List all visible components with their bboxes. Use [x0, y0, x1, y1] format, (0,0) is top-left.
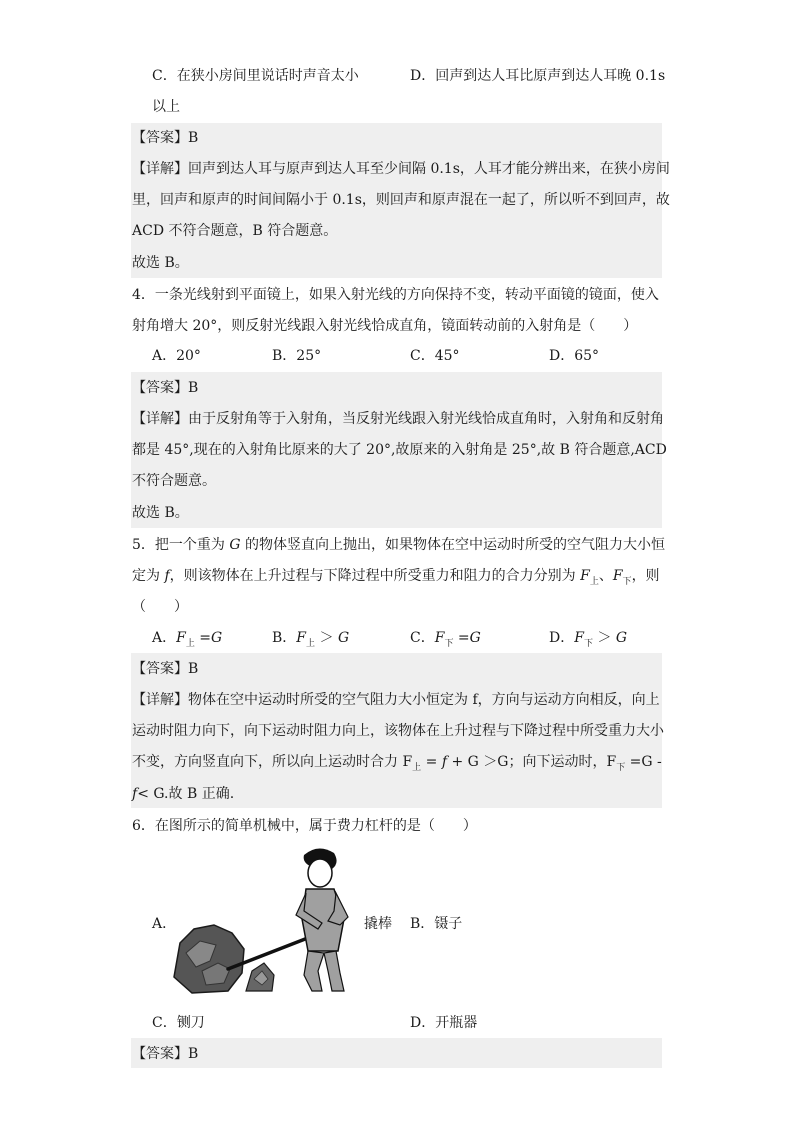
q5-stem [132, 566, 660, 588]
q6-option-a-caption: 撬棒 [364, 916, 392, 932]
q3-option-d-continued: 以上 [152, 99, 180, 115]
stem-text: 5．把一个重为 [132, 537, 230, 553]
symbol-f: f [132, 786, 138, 802]
detail-text: < G.故 B 正确. [137, 786, 235, 802]
person-leg [304, 951, 324, 991]
symbol-g: G [469, 630, 481, 646]
separator: 、 [598, 568, 613, 584]
symbol-g: G [615, 630, 628, 646]
q5-detail-line [132, 784, 234, 804]
stem-text: 定为 [132, 568, 165, 584]
q4-answer: 【答案】B [132, 380, 199, 396]
option-label: A． [152, 630, 177, 646]
q6-option-a-label: A． [152, 916, 177, 932]
detail-text: 不变，方向竖直向下，所以向上运动时合力 F [132, 754, 413, 770]
detail-text: = [421, 754, 442, 770]
q5-option-b [272, 628, 349, 650]
q4-option-b: B．25° [272, 348, 322, 364]
option-label: C． [410, 630, 435, 646]
symbol-f-up: F [580, 568, 590, 584]
detail-text: + G ＞G；向下运动时，F [447, 754, 617, 770]
subscript-up: 上 [412, 763, 422, 773]
option-label: D． [549, 630, 575, 646]
operator: = [453, 630, 470, 646]
subscript-up: 上 [589, 577, 599, 587]
q6-option-c: C．铡刀 [152, 1015, 205, 1031]
q4-stem: 4．一条光线射到平面镜上，如果入射光线的方向保持不变，转动平面镜的镜面，使入 [132, 287, 659, 303]
detail-text: =G - [625, 754, 662, 770]
q5-detail-line: 运动时阻力向下，向下运动时阻力向上，该物体在上升过程与下降过程中所受重力大小 [132, 723, 664, 739]
q5-option-a [152, 628, 222, 650]
subscript-down: 下 [622, 577, 632, 587]
q6-option-b: B．镊子 [410, 916, 463, 932]
q4-option-a: A．20° [152, 348, 201, 364]
q3-option-c: C．在狭小房间里说话时声音太小 [152, 68, 359, 84]
symbol-g: G [211, 630, 223, 646]
subscript-down: 下 [444, 639, 454, 649]
q6-option-d: D．开瓶器 [410, 1015, 478, 1031]
q4-detail-line: 都是 45°,现在的入射角比原来的大了 20°,故原来的入射角是 25°,故 B 符合题意,ACD [132, 442, 667, 458]
q4-conclusion: 故选 B。 [132, 505, 189, 521]
subscript-up: 上 [306, 639, 316, 649]
operator: ＞ [592, 630, 616, 646]
q3-answer: 【答案】B [132, 130, 199, 146]
person-leg [324, 951, 344, 991]
q3-option-d: D．回声到达人耳比原声到达人耳晚 0.1s [410, 68, 666, 84]
stem-text: ，则 [631, 568, 660, 584]
q3-conclusion: 故选 B。 [132, 255, 189, 271]
option-label: B． [272, 630, 297, 646]
q6-stem: 6．在图所示的简单机械中，属于费力杠杆的是（ ） [132, 818, 477, 834]
symbol-f: F [176, 630, 186, 646]
symbol-f-down: F [612, 568, 623, 584]
q3-detail-line: 【详解】回声到达人耳与原声到达人耳至少间隔 0.1s，人耳才能分辨出来，在狭小房间 [132, 161, 670, 177]
symbol-g: G [337, 630, 350, 646]
q6-answer: 【答案】B [132, 1046, 199, 1062]
q4-option-c: C．45° [410, 348, 460, 364]
subscript-up: 上 [185, 639, 195, 649]
q5-option-c [410, 628, 481, 650]
symbol-f: f [164, 568, 170, 584]
symbol-f: f [441, 754, 448, 770]
person-head [308, 859, 332, 887]
subscript-down: 下 [616, 763, 626, 773]
stem-text: ，则该物体在上升过程与下降过程中所受重力和阻力的合力分别为 [169, 568, 581, 584]
symbol-f: F [574, 630, 584, 646]
q5-detail-line [132, 752, 662, 774]
q4-detail-line: 不符合题意。 [132, 473, 216, 489]
symbol-g: G [229, 537, 241, 553]
q4-detail-line: 【详解】由于反射角等于入射角，当反射光线跟入射光线恰成直角时，入射角和反射角 [132, 411, 664, 427]
q5-stem [132, 535, 665, 555]
subscript-down: 下 [583, 639, 593, 649]
q5-option-d [549, 628, 627, 650]
q4-stem: 射角增大 20°，则反射光线跟入射光线恰成直角，镜面转动前的入射角是（ ） [132, 318, 638, 334]
q5-detail-line: 【详解】物体在空中运动时所受的空气阻力大小恒定为 f，方向与运动方向相反，向上 [132, 692, 660, 708]
q5-stem-blank: （ ） [132, 599, 188, 615]
q3-detail-line: ACD 不符合题意，B 符合题意。 [132, 223, 338, 239]
symbol-f: F [434, 630, 445, 646]
crowbar-figure [172, 845, 364, 995]
q6-answer-block [131, 1038, 662, 1068]
q5-answer: 【答案】B [132, 661, 199, 677]
operator: = [194, 630, 212, 646]
q4-option-d: D．65° [549, 348, 600, 364]
stem-text: 的物体竖直向上抛出，如果物体在空中运动时所受的空气阻力大小恒 [240, 537, 665, 553]
q3-detail-line: 里，回声和原声的时间间隔小于 0.1s，则回声和原声混在一起了，所以听不到回声，故 [132, 192, 670, 208]
operator: ＞ [315, 630, 338, 646]
symbol-f: F [296, 630, 307, 646]
